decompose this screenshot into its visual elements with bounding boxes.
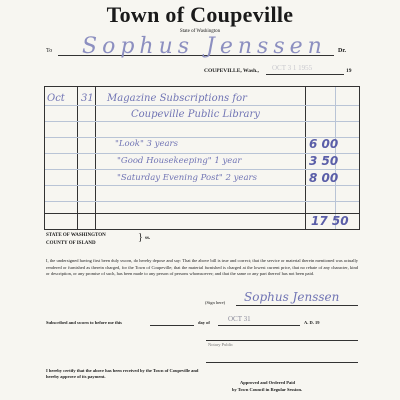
table-rule [45, 169, 359, 170]
notary-line [206, 340, 358, 341]
total-amount: 17 50 [311, 214, 349, 228]
oct-stamp: OCT 31 [228, 315, 251, 323]
county-label: COUNTY OF ISLAND [46, 241, 96, 246]
item-description: Coupeville Public Library [131, 109, 260, 120]
item-amount: 8 00 [309, 171, 339, 185]
affidavit-paragraph: I, the undersigned having first been duly sworn, do hereby depose and say: That the above bill is true and correct; that the service or material therein mentioned was actually rendered or furnished as therein charged, for the Town of Coupeville; that the material furnished is charged at the lowest current price, that no rebate of any character, kind or description, or any promise of such, has been made to any person of persons whomsoever; and that the same or any part thereof has not been paid. [46, 258, 358, 277]
item-amount: 6 00 [309, 137, 339, 151]
sign-label: (Sign here) [205, 300, 226, 305]
subscribed-label: Subscribed and sworn to before me this [46, 320, 122, 325]
item-description: Magazine Subscriptions for [107, 93, 247, 104]
month-line [218, 325, 300, 326]
clerk-line [206, 362, 358, 363]
item-day: 31 [81, 93, 94, 104]
date-stamp: OCT 3 1 1955 [272, 64, 313, 72]
city-label: COUPEVILLE, Wash., [204, 68, 259, 74]
approved-line2: by Town Council in Regular Session. [232, 387, 303, 392]
dr-label: Dr. [338, 48, 346, 54]
table-rule [45, 201, 359, 202]
approved-line1: Approved and Ordered Paid [240, 380, 295, 385]
items-table [44, 86, 360, 230]
table-rule [45, 185, 359, 186]
state-label: STATE OF WASHINGTON [46, 233, 106, 238]
table-rule [45, 105, 359, 106]
signature-line [236, 305, 358, 306]
amount-column-divider [305, 87, 306, 229]
brace-icon: } [138, 232, 143, 243]
signature: Sophus Jenssen [244, 290, 340, 304]
item-description: "Good Housekeeping" 1 year [117, 156, 242, 166]
day-of-label: day of [198, 320, 210, 325]
document-subtitle: State of Washington [179, 29, 221, 34]
day-line [150, 325, 194, 326]
table-rule [45, 121, 359, 122]
year-label: 19 [346, 68, 352, 74]
to-label: To [46, 48, 53, 54]
item-description: "Look" 3 years [115, 139, 178, 149]
document-title: Town of Coupeville [106, 2, 294, 27]
certify-text: I hereby certify that the above has been received by the Town of Coupeville and hereby approve of its payment. [46, 368, 199, 379]
item-description: "Saturday Evening Post" 2 years [117, 173, 257, 183]
date-column-divider [77, 87, 78, 229]
payee-name: Sophus Jenssen [82, 34, 327, 59]
date-line [266, 74, 344, 75]
day-column-divider [95, 87, 96, 229]
ss-label: ss. [145, 236, 151, 241]
ad-label: A. D. 19 [304, 320, 320, 325]
item-amount: 3 50 [309, 154, 339, 168]
item-month: Oct [47, 93, 65, 104]
notary-label: Notary Public [208, 342, 234, 347]
